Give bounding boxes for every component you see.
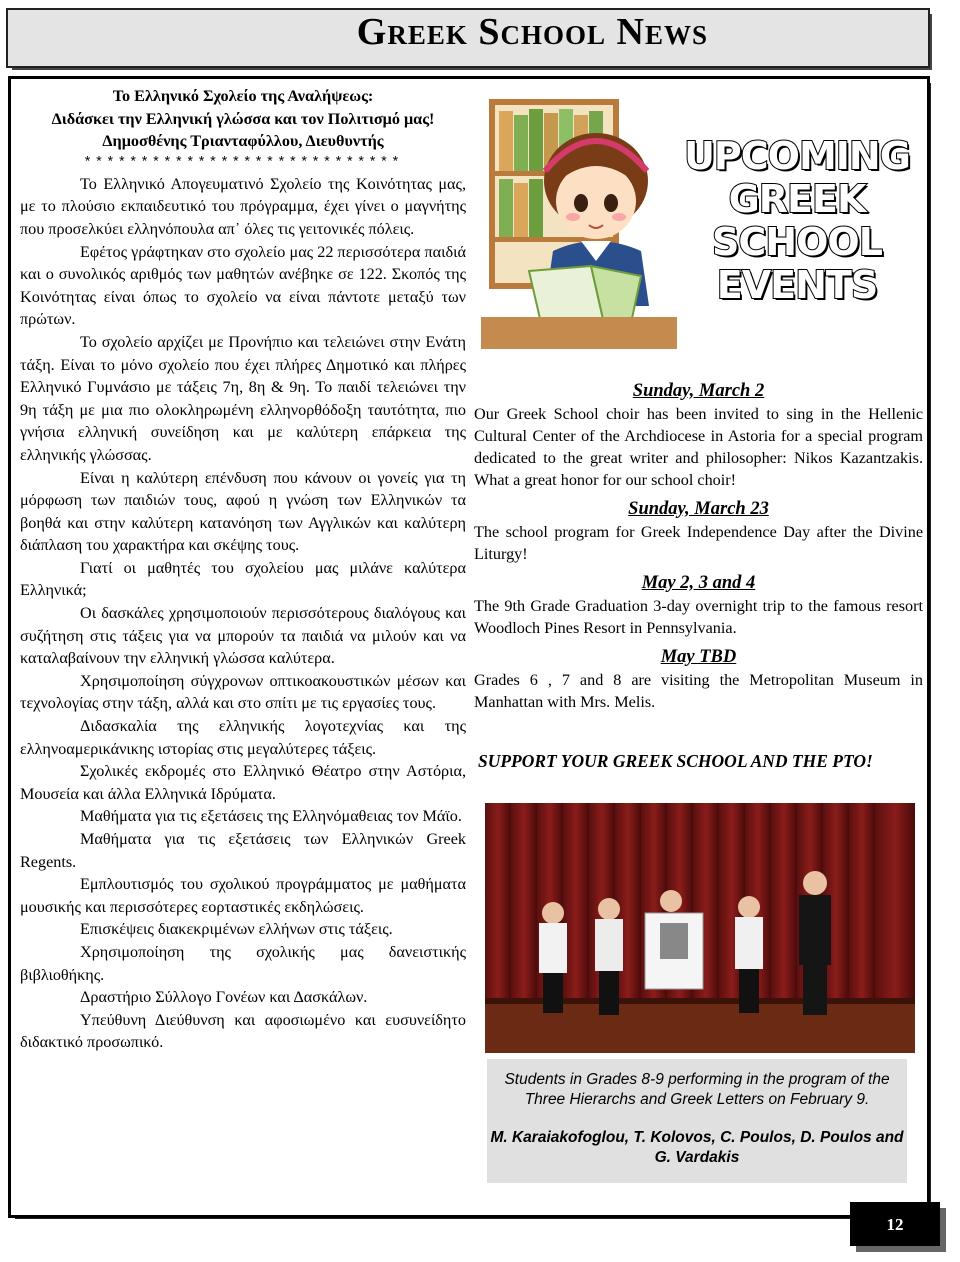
students-performance-photo — [485, 803, 915, 1053]
event-description: Grades 6 , 7 and 8 are visiting the Metropolitan Museum in Manhattan with Mrs. Melis. — [474, 671, 923, 711]
upcoming-line: GREEK — [728, 177, 866, 221]
support-callout: SUPPORT YOUR GREEK SCHOOL AND THE PTO! — [478, 751, 873, 771]
article-paragraph: Υπεύθυνη Διεύθυνση και αφοσιωμένο και ευσυνείδητο διδακτικό προσωπικό. — [20, 1010, 466, 1052]
article-paragraph: Χρησιμοποίηση σύγχρονων οπτικοακουστικών μέσων και τεχνολογίας στην τάξη, αλλά και στο σπίτι με τις εργασίες τους. — [20, 671, 466, 713]
upcoming-line: SCHOOL — [712, 220, 882, 264]
article-paragraph: Σχολικές εκδρομές στο Ελληνικό Θέατρο στην Αστόρια, Μουσεία και άλλα Ελληνικά Ιδρύματα. — [20, 762, 466, 803]
upcoming-events-heading — [677, 135, 917, 307]
event-date: Sunday, March 2 — [632, 381, 765, 401]
article-paragraph: Εφέτος γράφτηκαν στο σχολείο μας 22 περισσότερα παιδιά και ο συνολικός αριθμός των μαθητών ανέβηκε σε 122. Σκοπός της Κοινότητας είναι όπως το σχολείο να είναι πάντοτε μεταξύ των πρώτων. — [20, 242, 466, 329]
article-paragraph: Χρησιμοποίηση της σχολικής μας δανειστικής βιβλιοθήκης. — [20, 942, 466, 984]
article-paragraph: Το σχολείο αρχίζει με Προνήπιο και τελειώνει στην Ενάτη τάξη. Είναι το μόνο σχολείο που έχει πλήρες Δημοτικό και πλήρες Ελληνικό Γυμνάσιο με τάξεις 7η, 8η & 9η. Το παιδί τελειώνει την 9η τάξη με μια πιο ολοκληρωμένη ελληνορθόδοξη ταυτότητα, πιο γνήσια ελληνική συνείδηση και με καλύτερη επάρκεια της ελληνικής γλώσσας. — [20, 332, 466, 464]
article-paragraph: Εμπλουτισμός του σχολικού προγράμματος με μαθήματα μουσικής και περισσότερες εορταστικές εκδηλώσεις. — [20, 875, 466, 916]
article-paragraph: Δραστήριο Σύλλογο Γονέων και Δασκάλων. — [80, 988, 368, 1007]
stars-divider: **************************** — [83, 154, 403, 171]
page-number: 12 — [850, 1202, 940, 1246]
article-paragraph: Γιατί οι μαθητές του σχολείου μας μιλάνε καλύτερα Ελληνικά; — [20, 558, 466, 600]
event-date: Sunday, March 23 — [628, 499, 769, 519]
greek-article — [20, 85, 466, 1054]
caption-names: M. Karaiakofoglou, T. Kolovos, C. Poulos, D. Poulos and G. Vardakis — [490, 1129, 904, 1166]
upcoming-line: EVENTS — [716, 263, 878, 307]
page-frame — [8, 76, 930, 1218]
event-description: The 9th Grade Graduation 3-day overnight trip to the famous resort Woodloch Pines Resort in Pennsylvania. — [474, 597, 923, 637]
event-date: May TBD — [660, 647, 737, 667]
article-paragraph: Επισκέψεις διακεκριμένων ελλήνων στις τάξεις. — [80, 920, 393, 939]
article-title-2: Διδάσκει την Ελληνική γλώσσα και τον Πολιτισμό μας! — [51, 109, 435, 128]
newsletter-title: Greek School News — [356, 11, 708, 53]
article-paragraph: Οι δασκάλες χρησιμοποιούν περισσότερους διαλόγους και συζήτηση στις τάξεις για να μπορούν τα παιδιά να μιλούν και να καταλαβαίνουν την ελληνική γλώσσα καλύτερα. — [20, 604, 466, 668]
event-description: The school program for Greek Independence Day after the Divine Liturgy! — [474, 523, 923, 563]
article-paragraph: Το Ελληνικό Απογευματινό Σχολείο της Κοινότητας μας, με το πλούσιο εκπαιδευτικό του πρόγραμμα, έχει γίνει ο μαγνήτης που προσελκύει ελληνόπουλα απ᾽ όλες τις γειτονικές πόλεις. — [20, 174, 466, 238]
photo-caption — [487, 1059, 907, 1183]
article-byline: Δημοσθένης Τριανταφύλλου, Διευθυντής — [102, 132, 384, 151]
article-title-1: Το Ελληνικό Σχολείο της Αναλήψεως: — [112, 87, 374, 105]
events-list — [474, 379, 923, 713]
article-paragraph: Μαθήματα για τις εξετάσεις των Ελληνικών Greek Regents. — [20, 830, 466, 871]
event-description: Our Greek School choir has been invited to sing in the Hellenic Cultural Center of the Archdiocese in Astoria for a special program dedicated to the great writer and philosopher: Nikos Kazantzakis. What a great honor for our school choir! — [474, 405, 923, 489]
article-paragraph: Είναι η καλύτερη επένδυση που κάνουν οι γονείς για τη μόρφωση των παιδιών τους, αφού η γνώση των Ελληνικών τα βοηθά και στην καλύτερη κατανόηση των Αγγλικών και καλύτερη διάπλαση του χαρακτήρα και σκέψης τους. — [20, 468, 466, 555]
article-paragraph: Διδασκαλία της ελληνικής λογοτεχνίας και της ελληνοαμερικάνικης ιστορίας στις μεγαλύτερες τάξεις. — [20, 717, 466, 758]
girl-reading-illustration — [481, 91, 677, 349]
event-date: May 2, 3 and 4 — [641, 573, 756, 593]
article-paragraph: Μαθήματα για τις εξετάσεις της Ελληνόμαθειας τον Μάϊο. — [80, 807, 462, 826]
caption-text: Students in Grades 8-9 performing in the program of the Three Hierarchs and Greek Letters on February 9. — [504, 1071, 890, 1108]
upcoming-line: UPCOMING — [684, 134, 910, 178]
